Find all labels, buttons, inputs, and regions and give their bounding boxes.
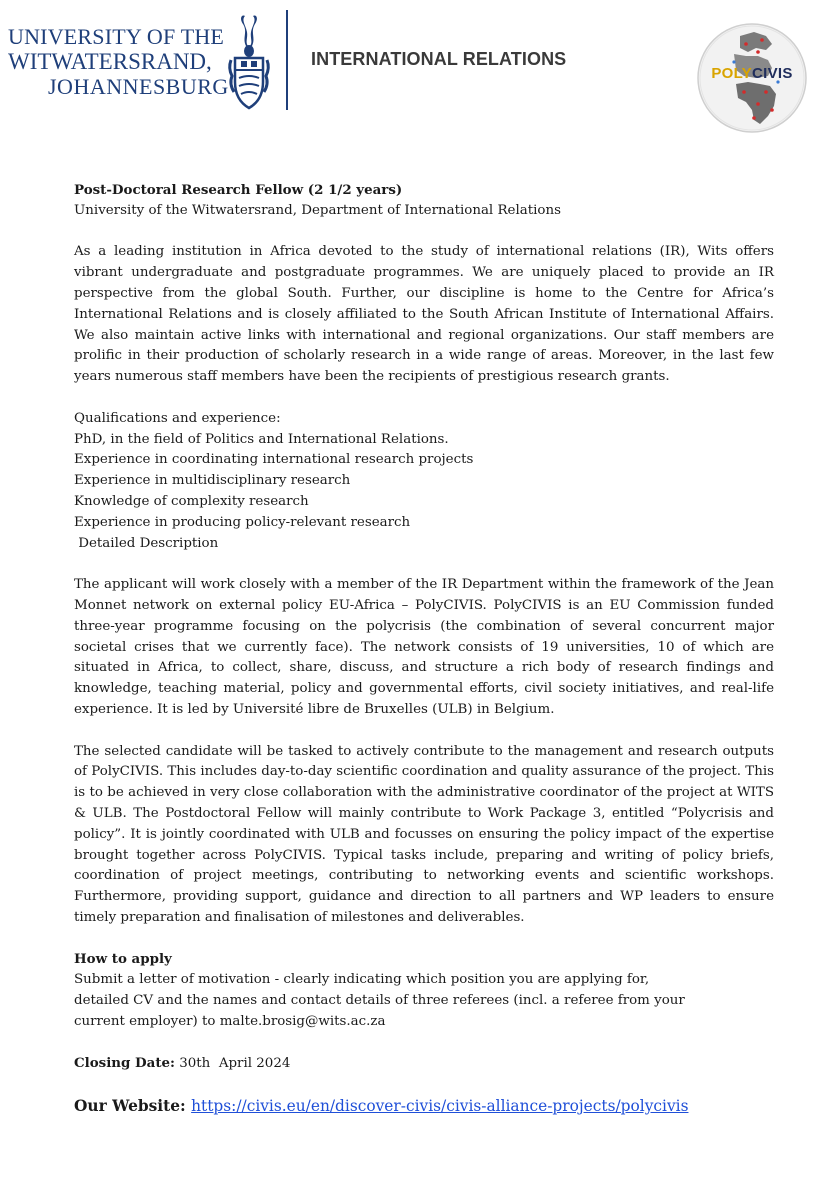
spacer [74, 388, 774, 409]
qualification-item: Knowledge of complexity research [74, 493, 309, 509]
spacer [74, 1075, 774, 1096]
university-name-line2: WITWATERSRAND, [8, 49, 212, 74]
qualification-item: Experience in producing policy-relevant research [74, 514, 411, 530]
website [74, 1096, 774, 1117]
spacer [74, 929, 774, 950]
spacer [74, 554, 774, 575]
university-name [8, 24, 229, 99]
polycivis-logo [696, 22, 808, 134]
department-name: INTERNATIONAL RELATIONS [311, 49, 567, 69]
polycivis-wordmark-poly: POLY [711, 65, 752, 82]
wits-crest-icon [226, 12, 272, 112]
apply-line: current employer) to malte.brosig@wits.ac.za [74, 1013, 386, 1029]
qualification-item: Experience in coordinating international research projects [74, 452, 474, 468]
closing-date-value: 30th April 2024 [175, 1056, 291, 1072]
closing-date-label: Closing Date: [74, 1055, 175, 1072]
apply-line: detailed CV and the names and contact details of three referees (incl. a referee from your [74, 993, 685, 1009]
polycivis-wordmark-civis: CIVIS [751, 65, 793, 82]
intro-paragraph: As a leading institution in Africa devoted to the study of international relations (IR), Wits offers vibrant undergraduate and postgraduate programmes. We are uniquely placed to provide an IR perspective from the global South. Further, our discipline is home to the Centre for Africa’s International Relations and is closely affiliated to the South African Institute of International Affairs. We also maintain active links with international and regional organizations. Our staff members are prolific in their production of scholarly research in a wide range of areas. Moreover, in the last few years numerous staff members have been the recipients of prestigious research grants. [74, 244, 774, 385]
job-posting [74, 180, 774, 1117]
qualification-item: Experience in multidisciplinary research [74, 473, 351, 489]
detailed-description-heading: Detailed Description [74, 535, 219, 551]
closing-date [74, 1053, 774, 1075]
letterhead [0, 0, 827, 135]
spacer [74, 222, 774, 243]
posting-title: Post-Doctoral Research Fellow (2 1/2 years) [74, 182, 403, 198]
polycivis-wordmark [696, 65, 808, 82]
header-divider [286, 10, 288, 110]
spacer [74, 721, 774, 742]
how-to-apply-heading: How to apply [74, 951, 172, 968]
website-label: Our Website: [74, 1097, 186, 1116]
university-name-line3: JOHANNESBURG [48, 74, 229, 99]
description-paragraph-1: The applicant will work closely with a member of the IR Department within the framework of the Jean Monnet network on external policy EU-Africa – PolyCIVIS. PolyCIVIS is an EU Commission funded three-year programme focusing on the polycrisis (the combination of several concurrent major societal crises that we currently face). The network consists of 19 universities, 10 of which are situated in Africa, to collect, share, discuss, and structure a rich body of research findings and knowledge, teaching material, policy and governmental efforts, civil society initiatives, and real-life experience. It is led by Université libre de Bruxelles (ULB) in Belgium. [74, 577, 774, 717]
qualification-item: PhD, in the field of Politics and International Relations. [74, 431, 449, 447]
university-name-line1: UNIVERSITY OF THE [8, 24, 225, 49]
posting-subtitle: University of the Witwatersrand, Department of International Relations [74, 202, 561, 218]
website-link[interactable]: https://civis.eu/en/discover-civis/civis-alliance-projects/polycivis [191, 1097, 689, 1116]
description-paragraph-2: The selected candidate will be tasked to actively contribute to the management and research outputs of PolyCIVIS. This includes day-to-day scientific coordination and quality assurance of the project. This is to be achieved in very close collaboration with the administrative coordinator of the project at WITS & ULB. The Postdoctoral Fellow will mainly contribute to Work Package 3, entitled “Polycrisis and policy”. It is jointly coordinated with ULB and focusses on ensuring the policy impact of the expertise brought together across PolyCIVIS. Typical tasks include, preparing and writing of policy briefs, coordination of project meetings, contributing to networking events and scientific workshops. Furthermore, providing support, guidance and direction to all partners and WP leaders to ensure timely preparation and finalisation of milestones and deliverables. [74, 743, 774, 925]
qualifications-heading: Qualifications and experience: [74, 410, 281, 426]
spacer [74, 1033, 774, 1054]
apply-line: Submit a letter of motivation - clearly indicating which position you are applying for, [74, 972, 650, 988]
